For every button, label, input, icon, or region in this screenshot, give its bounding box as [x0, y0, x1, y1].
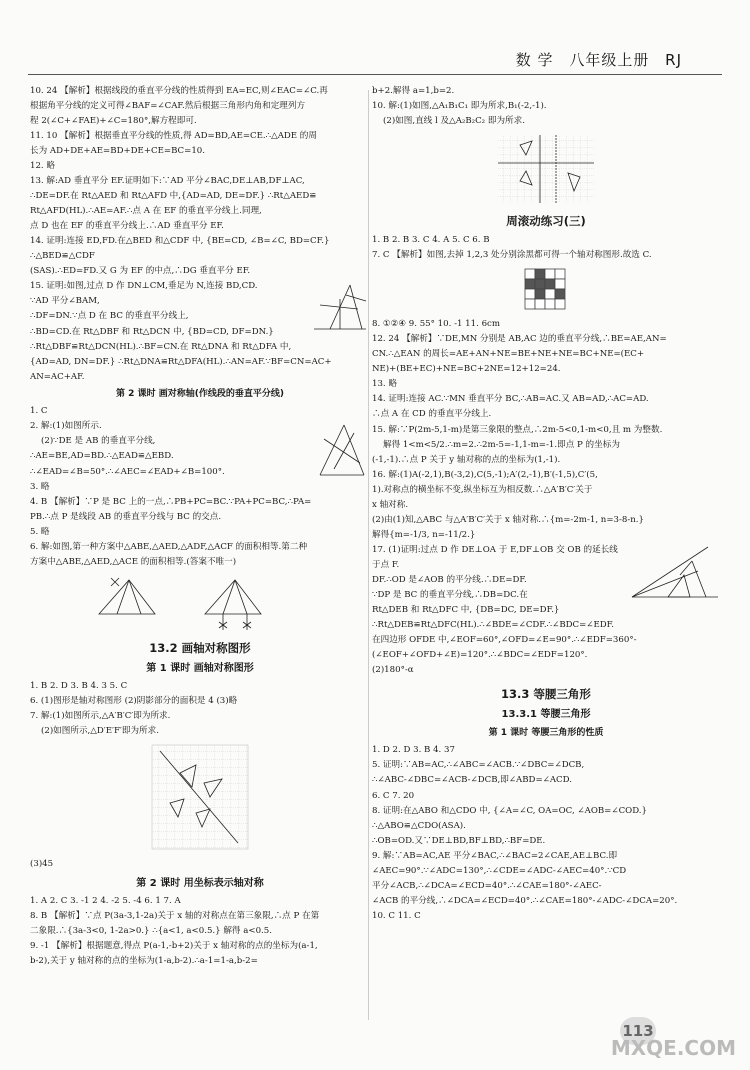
answer-line: ∵DP 是 BC 的垂直平分线,∴DB=DC.在 — [372, 589, 528, 600]
answer-line: 1. D 2. D 3. B 4. 37 — [372, 745, 455, 756]
answer-line: ∴Rt△DEB≌Rt△DFC(HL).∴∠BDE=∠CDF.∴∠BDC=∠EDF. — [372, 619, 615, 630]
answer-line: 程 2(∠C+∠FAE)+∠C=180°,解方程即可. — [30, 116, 197, 127]
answer-line: {AD=AD, DN=DF.} ∴Rt△DNA≌Rt△DFA(HL).∴AN=AF.∵BF=CN=AC+ — [30, 356, 332, 367]
answer-line: 1. B 2. B 3. C 4. A 5. C 6. B — [372, 235, 490, 246]
answer-line: 11. 10 【解析】根据垂直平分线的性质,得 AD=BD,AE=CE.∴△ADE 的周 — [30, 131, 317, 142]
answer-line: CN.∴△EAN 的周长=AE+AN+NE=BE+NE+NE=BC+NE=(EC+ — [372, 349, 645, 360]
answer-line: Rt△AFD(HL).∴AE=AF.∴点 A 在 EF 的垂直平分线上.同理, — [30, 206, 262, 217]
answer-line: 解得 1<m<5/2.∴m=2.∴2m-5=-1,1-m=-1.即点 P 的坐标为 — [383, 439, 620, 450]
answer-line: 14. 证明:连接 ED,FD.在△BED 和△CDF 中, {BE=CD, ∠B=∠C, BD=CF.} ∴△BED≌△CDF — [30, 236, 330, 262]
answer-line: NE)+(BE+EC)+NE=BC+2NE=12+12=24. — [372, 364, 561, 375]
answer-line: 3. 略 — [30, 481, 50, 492]
answer-line: 1. B 2. D 3. B 4. 3 5. C — [30, 681, 128, 692]
answer-line: (2)由(1)知,△ABC 与△A′B′C′关于 x 轴对称.∴{m=-2m-1, n=3-8-n.} — [372, 514, 645, 525]
lesson-title: 第 2 课时 用坐标表示轴对称 — [136, 877, 264, 889]
watermark: MXQE.COM — [610, 1036, 736, 1060]
answer-line: 6. (1)图形是轴对称图形 (2)阴影部分的面积是 4 (3)略 — [30, 696, 238, 707]
answer-line: 2. 解:(1)如图所示. — [30, 421, 102, 432]
section-title: 13.2 画轴对称图形 — [149, 640, 251, 655]
answer-line: (-1,-1).∴点 P 关于 y 轴对称的点的坐标为(1,-1). — [372, 454, 561, 465]
answer-line: 12. 24 【解析】∵DE,MN 分别是 AB,AC 边的垂直平分线,∴BE=AE,AN= — [372, 334, 667, 345]
answer-line: 平分∠ACB,∴∠DCA=∠ECD=40°.∴∠CAE=180°-∠AEC- — [372, 880, 602, 891]
answer-line: 根据角平分线的定义可得∠BAF=∠CAF.然后根据三角形内角和定理列方 — [30, 101, 306, 112]
answer-line: (2)180°-α — [372, 665, 414, 675]
answer-line: 6. C 7. 20 — [372, 790, 415, 801]
answer-line: 方案中△ABE,△AED,△ACE 的面积相等.(答案不唯一) — [30, 556, 237, 567]
edition-label: RJ — [665, 51, 682, 69]
answer-line: ∠ACB 的平分线,∴∠DCA=∠ECD=40°.∴∠CAE=180°-∠ADC-∠DCA=20°. — [372, 895, 678, 906]
answer-line: 8. 证明:在△ABO 和△CDO 中, {∠A=∠C, OA=OC, ∠AOB=∠COD.} ∴△ABO≌△CDO(ASA). — [372, 805, 647, 831]
answer-line: ∵AD 平分∠BAM, — [30, 296, 100, 307]
answer-line: 1. A 2. C 3. -1 2 4. -2 5. -4 6. 1 7. A — [30, 896, 181, 906]
answer-line: 8. B 【解析】∵点 P(3a-3,1-2a)关于 x 轴的对称点在第三象限,∴点 P 在第 — [30, 911, 320, 922]
figure-q15 — [310, 279, 370, 337]
answer-line: ∴DF=DN.∵点 D 在 BC 的垂直平分线上, — [30, 311, 189, 322]
answer-line: (2)∵DE 是 AB 的垂直平分线, — [41, 436, 156, 447]
answer-line: (SAS).∴ED=FD.又 G 为 EF 的中点,∴DG 垂直平分 EF. — [30, 266, 251, 277]
grid-figure-wq7 — [523, 267, 569, 313]
answer-line: 13. 略 — [372, 379, 397, 390]
answer-line: (3)45 — [30, 859, 54, 870]
answer-line: 7. C 【解析】如图,去掉 1,2,3 处分别涂黑都可得一个轴对称图形.故选 C. — [372, 250, 652, 261]
answer-line: 7. 解:(1)如图所示,△A′B′C′即为所求. — [30, 711, 171, 722]
grade-label: 八年级上册 — [569, 51, 650, 69]
answer-line: ∠AEC=90°.∵∠ADC=130°,∴∠CDE=∠ADC-∠AEC=40°.∵CD — [372, 865, 627, 876]
grid-figure-q10 — [496, 133, 596, 205]
answer-line: ∴DE=DF.在 Rt△AED 和 Rt△AFD 中,{AD=AD, DE=DF.} ∴Rt△AED≌ — [30, 191, 317, 202]
answer-line: ∴OB=OD.又∵DE⊥BD,BF⊥BD,∴BF=DE. — [372, 835, 546, 846]
answer-line: ∴点 A 在 CD 的垂直平分线上. — [372, 409, 492, 420]
answer-line: 14. 证明:连接 AC.∵MN 垂直平分 BC,∴AB=AC.又 AB=AD,∴AC=AD. — [372, 394, 649, 405]
answer-line: 16. 解:(1)A(-2,1),B(-3,2),C(5,-1);A′(2,-1),B′(-1,5),C′(5, — [372, 469, 598, 480]
section-title: 周滚动练习(三) — [506, 214, 586, 229]
answer-line: (∠EOF+∠OFD+∠E)=120°.∴∠BDC=∠EDF=120°. — [372, 649, 588, 660]
lesson-title: 第 1 课时 画轴对称图形 — [146, 662, 254, 674]
answer-line: 15. 解:∵P(2m-5,1-m)是第三象限的整点,∴2m-5<0,1-m<0,且 m 为整数. — [372, 424, 663, 435]
answer-line: 10. 24 【解析】根据线段的垂直平分线的性质得到 EA=EC,则∠EAC=∠C.再 — [30, 86, 328, 96]
answer-line: 9. 解:∵AB=AC,AE 平分∠BAC,∴∠BAC=2∠CAE,AE⊥BC.即 — [372, 850, 618, 861]
answer-line: 15. 证明:如图,过点 D 作 DN⊥CM,垂足为 N,连接 BD,CD. — [30, 281, 258, 292]
figure-wq17 — [628, 543, 720, 605]
answer-line: (2)如图所示,△D′E′F′即为所求. — [41, 726, 159, 737]
answer-line: 6. 解:如图,第一种方案中△ABE,△AED,△ADF,△ACF 的面积相等.第二种 — [30, 541, 308, 552]
section-title: 13.3 等腰三角形 — [501, 687, 591, 702]
answer-line: b-2),关于 y 轴对称的点的坐标为(1-a,b-2).∴a-1=1-a,b-2= — [30, 956, 258, 967]
answer-line: ∴AE=BE,AD=BD.∴△EAD≌△EBD. — [30, 451, 174, 462]
answer-line: 5. 略 — [30, 526, 50, 537]
answer-line: 17. (1)证明:过点 D 作 DE⊥OA 于 E,DF⊥OB 交 OB 的延长线于点 F. — [372, 544, 618, 570]
answer-line: 8. ①②④ 9. 55° 10. -1 11. 6cm — [372, 319, 500, 330]
page-header — [506, 47, 682, 73]
answer-line: 1).对称点的横坐标不变,纵坐标互为相反数.∴△A′B′C′关于 — [372, 484, 593, 495]
figure-l2q6 — [95, 574, 305, 632]
answer-line: 在四边形 OFDE 中,∠EOF=60°,∠OFD=∠E=90°.∴∠EDF=360°- — [372, 634, 637, 645]
answer-line: PB.∴点 P 是线段 AB 的垂直平分线与 BC 的交点. — [30, 511, 222, 522]
left-column — [30, 84, 370, 969]
figure-l2q2 — [314, 419, 370, 481]
subsection-title: 13.3.1 等腰三角形 — [501, 709, 591, 721]
answer-line: (2)如图,直线 l 及△A₂B₂C₂ 即为所求. — [383, 116, 525, 127]
answer-line: 13. 解:AD 垂直平分 EF.证明如下:∵AD 平分∠BAC,DE⊥AB,DF⊥AC, — [30, 176, 305, 187]
grid-figure-s132q7 — [150, 743, 250, 853]
page-number: 113 — [620, 1017, 656, 1045]
answer-line: ∴∠ABC-∠DBC=∠ACB-∠DCB,即∠ABD=∠ACD. — [372, 775, 572, 786]
answer-line: 9. -1 【解析】根据题意,得点 P(a-1,-b+2)关于 x 轴对称的点的坐标为(a-1, — [30, 941, 318, 952]
lesson-title: 第 1 课时 等腰三角形的性质 — [488, 727, 604, 738]
answer-line: DF.∴OD 是∠AOB 的平分线.∴DE=DF. — [372, 574, 527, 585]
lesson-title: 第 2 课时 画对称轴(作线段的垂直平分线) — [116, 388, 284, 399]
answer-line: 1. C — [30, 406, 48, 417]
answer-line: 10. 解:(1)如图,△A₁B₁C₁ 即为所求,B₁(-2,-1). — [372, 101, 547, 112]
answer-line: 4. B 【解析】∵P 是 BC 上的一点,∴PB+PC=BC.∵PA+PC=BC,∴PA= — [30, 496, 312, 507]
answer-line: ∴Rt△DBF≌Rt△DCN(HL).∴BF=CN.在 Rt△DNA 和 Rt△DFA 中, — [30, 341, 292, 352]
answer-line: 12. 略 — [30, 161, 55, 172]
answer-line: ∴BD=CD.在 Rt△DBF 和 Rt△DCN 中, {BD=CD, DF=DN.} — [30, 326, 274, 337]
right-column — [372, 84, 720, 924]
answer-line: 点 D 也在 EF 的垂直平分线上.∴AD 垂直平分 EF. — [30, 221, 224, 232]
answer-line: b+2.解得 a=1,b=2. — [372, 86, 455, 96]
answer-line: 解得{m=-1/3, n=-11/2.} — [372, 529, 476, 540]
answer-line: ∴∠EAD=∠B=50°.∴∠AEC=∠EAD+∠B=100°. — [30, 466, 225, 477]
header-rule — [28, 74, 722, 75]
answer-line: Rt△DEB 和 Rt△DFC 中, {DB=DC, DE=DF.} — [372, 604, 560, 615]
answer-line: 长为 AD+DE+AE=BD+DE+CE=BC=10. — [30, 146, 205, 157]
subject-label: 数 学 — [515, 51, 554, 69]
answer-line: AN=AC+AF. — [30, 371, 85, 382]
answer-line: 二象限.∴{3a-3<0, 1-2a>0.} ∴{a<1, a<0.5.} 解得 a<0.5. — [30, 926, 272, 937]
answer-line: 5. 证明:∵AB=AC,∴∠ABC=∠ACB.∵∠DBC=∠DCB, — [372, 760, 585, 771]
answer-line: x 轴对称. — [372, 499, 409, 510]
answer-line: 10. C 11. C — [372, 910, 421, 921]
